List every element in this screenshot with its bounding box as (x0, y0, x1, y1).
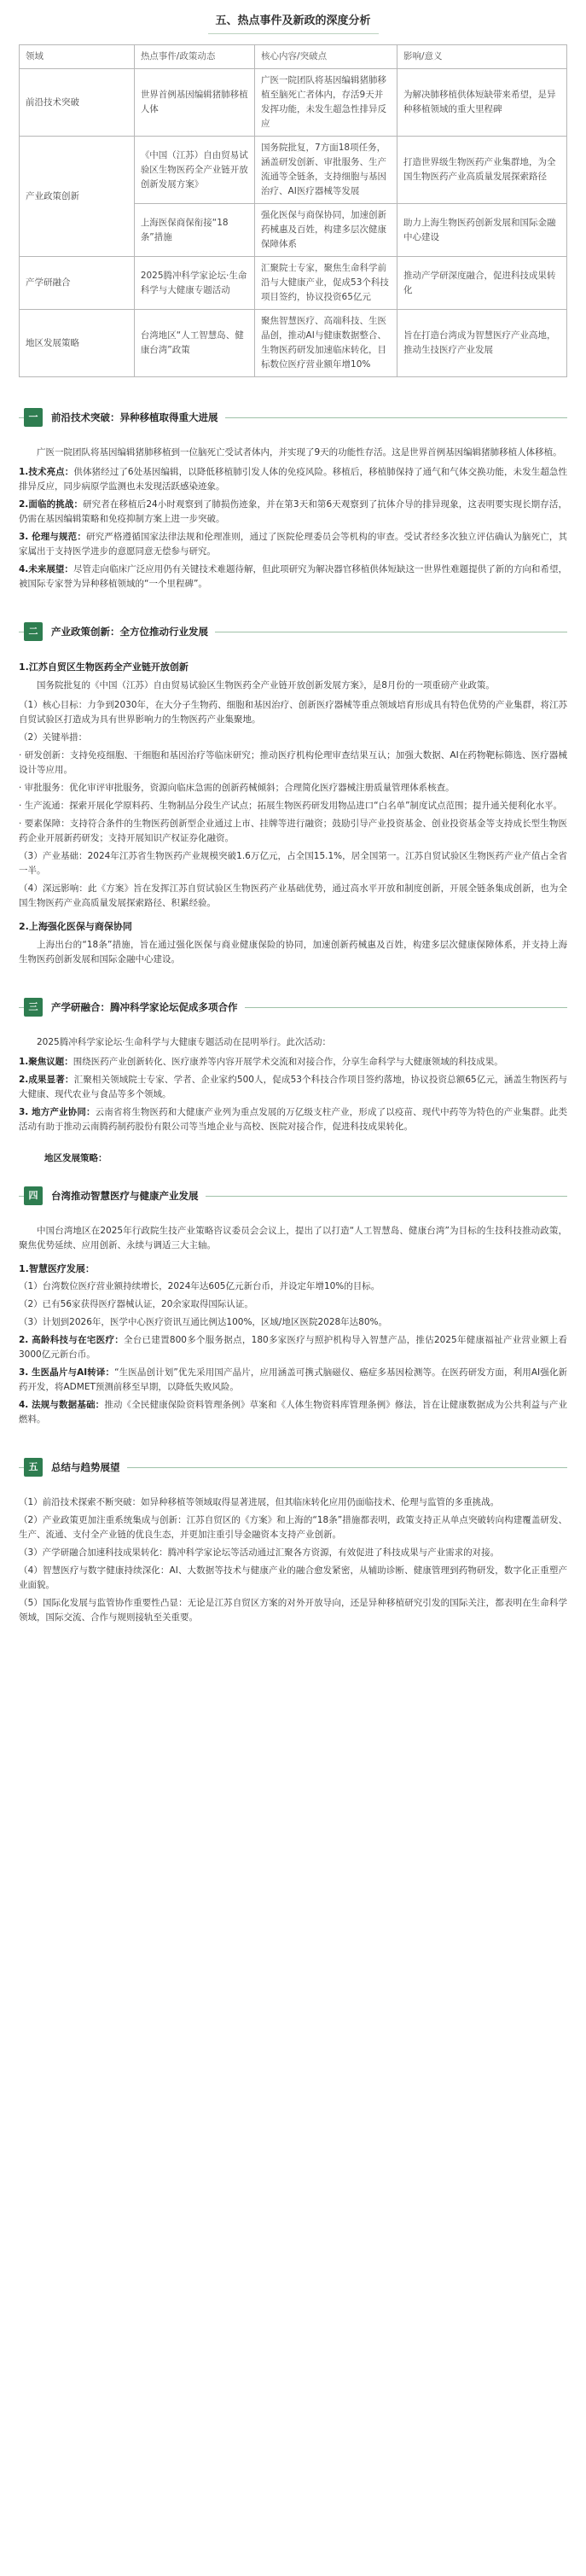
item-text: 研究者在移植后24小时观察到了肺损伤迹象，并在第3天和第6天观察到了抗体介导的排异现象，这表明要实现长期存活，仍需在基因编辑策略和免疫抑制方案上进一步突破。 (19, 499, 567, 525)
item-label: 2.面临的挑战： (19, 499, 84, 510)
list-item (19, 1105, 567, 1134)
table-cell-impact: 为解决肺移植供体短缺带来希望，是异种移植领域的重大里程碑 (397, 69, 566, 137)
item-label: 3. 地方产业协同： (19, 1106, 96, 1117)
list-item: （2）已有56家获得医疗器械认证，20余家取得国际认证。 (19, 1299, 253, 1310)
hot-events-table (19, 44, 567, 377)
list-item: （4）智慧医疗与数字健康持续深化：AI、大数据等技术与健康产业的融合愈发紧密，从辅助诊断、健康管理到药物研发，数字化正重塑产业面貌。 (19, 1565, 567, 1591)
table-cell-core: 广医一院团队将基因编辑猪肺移植至脑死亡者体内，存活9天并发挥功能，未发生超急性排异反应 (255, 69, 397, 137)
table-cell-core: 强化医保与商保协同，加速创新药械惠及百姓，构建多层次健康保障体系 (255, 204, 397, 257)
table-cell-core: 国务院批复，7方面18项任务，涵盖研发创新、审批服务、生产流通等全链条，支持细胞与基因治疗、AI医疗器械等发展 (255, 137, 397, 204)
paragraph: 国务院批复的《中国（江苏）自由贸易试验区生物医药全产业链开放创新发展方案》，是8月份的一项重磅产业政策。 (37, 679, 495, 691)
item-text: 尽管走向临床广泛应用仍有关键技术难题待解，但此项研究为解决器官移植供体短缺这一世界性难题提供了新的方向和希望，被国际专家誉为异种移植领域的“一个里程碑”。 (19, 564, 567, 590)
subsection-number-badge: 五 (24, 1458, 43, 1477)
table-row (20, 310, 567, 377)
item-text: “生医晶创计划”优先采用国产晶片，应用涵盖可携式脑磁仪、癌症多基因检测等。在医药研发方面，利用AI强化新药开发，将ADMET预测前移至早期，以降低失败风险。 (19, 1367, 567, 1393)
list-item (19, 1398, 567, 1427)
subsection-heading-5 (19, 1454, 567, 1480)
list-item: · 生产流通：探索开展化学原料药、生物制品分段生产试点；拓展生物医药研发用物品进口“白名单”制度试点范围；提升通关便利化水平。 (19, 800, 563, 811)
section-title: 五、热点事件及新政的深度分析 (215, 15, 371, 27)
subsection-title: 总结与趋势展望 (43, 1460, 127, 1475)
subsection-heading-2 (19, 619, 567, 644)
table-row (20, 69, 567, 137)
list-item: · 审批服务：优化审评审批服务，资源向临床急需的创新药械倾斜；合理简化医疗器械注册质量管理体系核查。 (19, 782, 455, 793)
region-strategy-label: 地区发展策略： (44, 1152, 107, 1163)
table-cell-event: 2025腾冲科学家论坛·生命科学与大健康专题活动 (134, 257, 254, 310)
list-item: （3）产业基础：2024年江苏省生物医药产业规模突破1.6万亿元，占全国15.1%，居全国第一。江苏自贸试验区生物医药产业产值占全省一半。 (19, 850, 567, 876)
table-header: 领域 (20, 45, 135, 69)
item-text: 研究严格遵循国家法律法规和伦理准则，通过了医院伦理委员会等机构的审查。受试者经多次独立评估确认为脑死亡，其家属出于支持医学进步的意愿同意无偿参与研究。 (19, 532, 567, 557)
table-cell-core: 汇聚院士专家，聚焦生命科学前沿与大健康产业，促成53个科技项目签约，协议投资65亿元 (255, 257, 397, 310)
table-cell-impact: 旨在打造台湾成为智慧医疗产业高地，推动生技医疗产业发展 (397, 310, 566, 377)
table-cell-event: 台湾地区“人工智慧岛、健康台湾”政策 (134, 310, 254, 377)
paragraph: 中国台湾地区在2025年行政院生技产业策略咨议委员会会议上，提出了以打造“人工智慧岛、健康台湾”为目标的生技科技推动政策，聚焦优势延续、应用创新、永续与调适三大主轴。 (19, 1225, 567, 1250)
list-item (19, 530, 567, 559)
list-item (19, 562, 567, 592)
subsection-number-badge: 一 (24, 408, 43, 427)
item-label: 1.技术亮点： (19, 467, 74, 478)
subsection-heading-1 (19, 405, 567, 430)
item-label: 2. 高龄科技与在宅医疗： (19, 1335, 124, 1346)
paragraph: 2025腾冲科学家论坛·生命科学与大健康专题活动在昆明举行。此次活动： (37, 1036, 332, 1047)
list-item (19, 465, 567, 494)
table-cell-event: 世界首例基因编辑猪肺移植人体 (134, 69, 254, 137)
paragraph: 广医一院团队将基因编辑猪肺移植到一位脑死亡受试者体内，并实现了9天的功能性存活。这是世界首例基因编辑猪肺移植人体移植。 (37, 447, 562, 458)
sub-heading: 2.上海强化医保与商保协同 (19, 920, 132, 932)
table-cell-field: 地区发展策略 (20, 310, 135, 377)
paragraph: 上海出台的“18条”措施，旨在通过强化医保与商业健康保险的协同，加速创新药械惠及百姓，构建多层次健康保障体系，并支持上海生物医药创新发展和国际金融中心建设。 (19, 939, 567, 965)
sub-heading: 1.江苏自贸区生物医药全产业链开放创新 (19, 661, 189, 673)
subsection-title: 前沿技术突破：异种移植取得重大进展 (43, 410, 225, 425)
item-label: 3. 生医晶片与AI转译： (19, 1367, 115, 1378)
section-title-underline (208, 33, 379, 34)
list-item: （4）深远影响：此《方案》旨在发挥江苏自贸试验区生物医药产业基础优势，通过高水平开放和制度创新，开展全链条集成创新，也为全国生物医药产业高质量发展探索路径、积累经验。 (19, 883, 567, 908)
article (0, 12, 586, 1625)
item-label: 3. 伦理与规范： (19, 532, 86, 543)
item-label: 4. 法规与数据基础： (19, 1400, 105, 1411)
subsection-title: 产业政策创新：全方位推动行业发展 (43, 624, 215, 639)
list-item: · 研发创新：支持免疫细胞、干细胞和基因治疗等临床研究；推动医疗机构伦理审查结果互认；加强大数据、AI在药物靶标筛选、医疗器械设计等应用。 (19, 749, 567, 775)
item-text: 全台已建置800多个服务据点，180多家医疗与照护机构导入智慧产品，推估2025年健康福祉产业营业额上看3000亿元新台币。 (19, 1335, 567, 1361)
list-item: （3）计划到2026年，医学中心医疗资讯互通比例达100%，区域/地区医院2028年达80%。 (19, 1317, 388, 1328)
table-header: 热点事件/政策动态 (134, 45, 254, 69)
table-header: 核心内容/突破点 (255, 45, 397, 69)
table-cell-field: 前沿技术突破 (20, 69, 135, 137)
subsection-number-badge: 二 (24, 622, 43, 641)
subsection-number-badge: 三 (24, 998, 43, 1017)
item-text: 推动《全民健康保险资料管理条例》草案和《人体生物资料库管理条例》修法，旨在让健康数据成为公共利益与产业燃料。 (19, 1400, 568, 1425)
table-cell-event: 上海医保商保衔接“18条”措施 (134, 204, 254, 257)
table-cell-impact: 助力上海生物医药创新发展和国际金融中心建设 (397, 204, 566, 257)
table-header: 影响/意义 (397, 45, 566, 69)
table-cell-core: 聚焦智慧医疗、高端科技、生医晶创，推动AI与健康数据整合、生物医药研发加速临床转化，目标数位医疗营业额年增10% (255, 310, 397, 377)
item-text: 供体猪经过了6处基因编辑，以降低移植肺引发人体的免疫风险。移植后，移植肺保持了通气和气体交换功能，未发生超急性排异反应，同步病原学监测也未发现活跃感染迹象。 (19, 467, 568, 492)
item-text: 汇聚相关领域院士专家、学者、企业家约500人，促成53个科技合作项目签约落地，协议投资总额65亿元，涵盖生物医药与大健康、现代农业与食品等多个领域。 (19, 1074, 568, 1099)
list-item: （5）国际化发展与监管协作重要性凸显：无论是江苏自贸区方案的对外开放导向，还是异种移植研究引发的国际关注，都表明在生命科学领域，国际交流、合作与规则接轨至关重要。 (19, 1598, 567, 1623)
subsection-heading-4 (19, 1183, 567, 1209)
subsection-number-badge: 四 (24, 1186, 43, 1205)
item-label: 1.聚焦议题： (19, 1056, 73, 1067)
table-header-row (20, 45, 567, 69)
sub-heading: 1.智慧医疗发展： (19, 1262, 95, 1274)
table-cell-field: 产业政策创新 (20, 137, 135, 257)
list-item: （1）前沿技术探索不断突破：如异种移植等领域取得显著进展，但其临床转化应用仍面临技术、伦理与监管的多重挑战。 (19, 1497, 500, 1508)
list-item (19, 1073, 567, 1102)
list-item (19, 498, 567, 527)
list-item (19, 1055, 567, 1069)
item-label: 4.未来展望： (19, 564, 73, 575)
table-cell-field: 产学研融合 (20, 257, 135, 310)
list-item: （1）台湾数位医疗营业额持续增长，2024年达605亿元新台币，并设定年增10%的目标。 (19, 1281, 380, 1292)
item-label: 2.成果显著： (19, 1074, 74, 1085)
list-item (19, 1333, 567, 1362)
item-text: 云南省将生物医药和大健康产业列为重点发展的万亿级支柱产业，形成了以疫苗、现代中药等为特色的产业集群。此类活动有助于推动云南腾药制药股份有限公司等当地企业与高校、医院对接合作，促进科技成果转化。 (19, 1106, 567, 1132)
list-item: · 要素保障：支持符合条件的生物医药创新型企业通过上市、挂牌等进行融资；鼓励引导产业投资基金、创业投资基金等支持成长型生物医药企业开展新药研发；支持开展知识产权证券化融资。 (19, 818, 567, 843)
table-row (20, 257, 567, 310)
table-cell-impact: 打造世界级生物医药产业集群地，为全国生物医药产业高质量发展探索路径 (397, 137, 566, 204)
table-row (20, 137, 567, 204)
table-cell-impact: 推动产学研深度融合，促进科技成果转化 (397, 257, 566, 310)
item-text: 围绕医药产业创新转化、医疗康养等内容开展学术交流和对接合作，分享生命科学与大健康领域的科技成果。 (73, 1056, 503, 1067)
list-item: （3）产学研融合加速科技成果转化：腾冲科学家论坛等活动通过汇聚各方资源，有效促进了科技成果与产业需求的对接。 (19, 1547, 500, 1559)
list-item (19, 1366, 567, 1395)
subsection-heading-3 (19, 994, 567, 1020)
list-item: （1）核心目标：力争到2030年，在大分子生物药、细胞和基因治疗、创新医疗器械等重点领域培育形成具有特色优势的产业集群，将江苏自贸试验区打造成为具有世界影响力的生物医药产业集聚地。 (19, 699, 567, 725)
table-cell-event: 《中国（江苏）自由贸易试验区生物医药全产业链开放创新发展方案》 (134, 137, 254, 204)
list-item: （2）产业政策更加注重系统集成与创新：江苏自贸区的《方案》和上海的“18条”措施都表明，政策支持正从单点突破转向构建覆盖研发、生产、流通、支付全产业链的优良生态，并更加注重引导金融资本支持产业创新。 (19, 1515, 567, 1541)
list-item: （2）关键举措： (19, 731, 88, 743)
subsection-title: 产学研融合：腾冲科学家论坛促成多项合作 (43, 1000, 245, 1015)
subsection-title: 台湾推动智慧医疗与健康产业发展 (43, 1188, 206, 1203)
